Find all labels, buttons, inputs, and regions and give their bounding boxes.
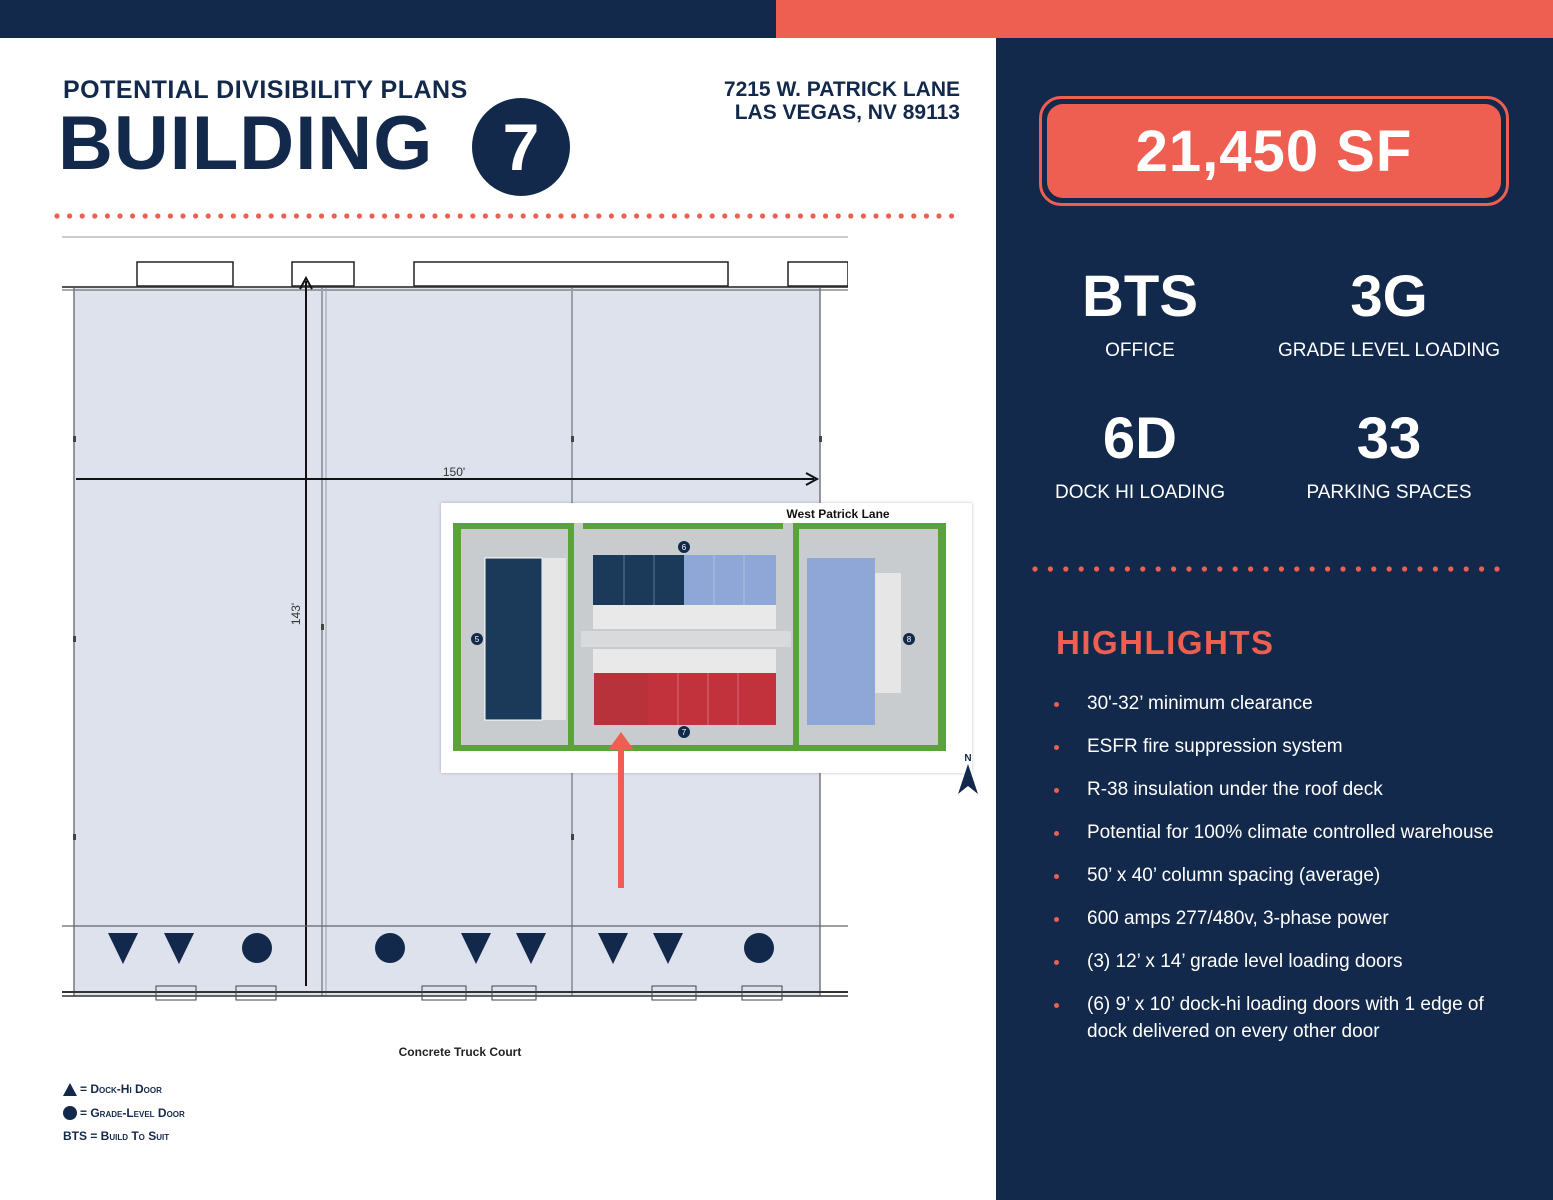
divider-dot <box>596 213 601 218</box>
divider-dot <box>143 213 148 218</box>
divider-dot <box>684 213 689 218</box>
divider-dot <box>193 213 198 218</box>
highlights-title: HIGHLIGHTS <box>1056 624 1275 661</box>
divider-dot <box>1479 566 1484 571</box>
divider-dot <box>533 213 538 218</box>
divider-dot <box>495 213 500 218</box>
divider-dot <box>1109 566 1114 571</box>
divider-dot <box>130 213 135 218</box>
site-street-label: West Patrick Lane <box>786 507 890 521</box>
divider-dot <box>609 213 614 218</box>
divider-dot <box>949 213 954 218</box>
divider-dot <box>697 213 702 218</box>
legend-bts <box>63 1129 169 1143</box>
divider-dot <box>1387 566 1392 571</box>
divider-dot <box>1125 566 1130 571</box>
divider-dot <box>735 213 740 218</box>
site-map <box>441 503 972 773</box>
divider-dot <box>1279 566 1284 571</box>
grade-level-door-icon <box>744 933 774 963</box>
site-building-label-7: 7 <box>681 728 687 737</box>
divider-dot <box>420 213 425 218</box>
divider-dot <box>281 213 286 218</box>
divider-dot <box>369 213 374 218</box>
divider-dot <box>105 213 110 218</box>
divider-dot <box>54 213 59 218</box>
divider-dot <box>117 213 122 218</box>
divider-dot <box>1186 566 1191 571</box>
divider-dot <box>1356 566 1361 571</box>
divider-dot <box>722 213 727 218</box>
site-building-label-6: 6 <box>681 543 687 552</box>
divider-dot <box>873 213 878 218</box>
divider-dot <box>911 213 916 218</box>
divider-dot <box>1063 566 1068 571</box>
north-arrow-icon <box>955 752 981 796</box>
divider-dot <box>899 213 904 218</box>
divider-dot <box>785 213 790 218</box>
divider-dot <box>546 213 551 218</box>
divider-dot <box>773 213 778 218</box>
divider-dot <box>445 213 450 218</box>
divider-dot <box>1433 566 1438 571</box>
divider-dot <box>558 213 563 218</box>
address-line-2: LAS VEGAS, NV 89113 <box>734 101 960 124</box>
divider-dot <box>1263 566 1268 571</box>
divider-dot <box>659 213 664 218</box>
north-label: N <box>964 753 972 764</box>
highlight-item: (3) 12’ x 14’ grade level loading doors <box>1052 948 1522 975</box>
legend-dock-hi-text: = Dock-Hi Door <box>80 1082 162 1096</box>
legend-grade-level <box>63 1106 185 1120</box>
stat-parking-value: 33 <box>1356 406 1422 471</box>
divider-dot <box>332 213 337 218</box>
divider-dot <box>155 213 160 218</box>
divider-dot <box>861 213 866 218</box>
stat-dock-hi-loading <box>1010 406 1270 504</box>
square-footage-badge <box>1039 96 1509 206</box>
stat-office-value: BTS <box>1082 264 1198 329</box>
divider-dot <box>924 213 929 218</box>
divider-dot <box>1310 566 1315 571</box>
square-footage-value: 21,450 SF <box>1047 104 1501 198</box>
divider-dot <box>382 213 387 218</box>
divider-dot <box>470 213 475 218</box>
divider-dot <box>584 213 589 218</box>
divider-dot <box>1494 566 1499 571</box>
divider-dot <box>508 213 513 218</box>
stat-grade-level-value: 3G <box>1350 264 1428 329</box>
building-number-badge: 7 <box>472 98 570 196</box>
divider-dot <box>243 213 248 218</box>
divider-dot <box>67 213 72 218</box>
stat-grade-level-loading <box>1259 264 1519 362</box>
highlight-item: 50’ x 40’ column spacing (average) <box>1052 862 1522 889</box>
address-line-1: 7215 W. PATRICK LANE <box>723 78 960 101</box>
grade-level-door-icon <box>63 1106 77 1120</box>
divider-dot <box>1156 566 1161 571</box>
divider-dot <box>1202 566 1207 571</box>
divider-dot <box>760 213 765 218</box>
divider-dot <box>1448 566 1453 571</box>
divider-dot <box>269 213 274 218</box>
divider-dot <box>1371 566 1376 571</box>
divider-dot <box>710 213 715 218</box>
divider-dot <box>1140 566 1145 571</box>
divider-dot <box>1048 566 1053 571</box>
divider-dot <box>886 213 891 218</box>
legend-dock-hi <box>63 1082 162 1096</box>
divider-dot <box>1464 566 1469 571</box>
divider-dot <box>432 213 437 218</box>
site-building-label-8: 8 <box>906 635 912 644</box>
divider-dot <box>407 213 412 218</box>
divider-dot <box>180 213 185 218</box>
divider-dot <box>1032 566 1037 571</box>
top-bar-navy <box>0 0 776 38</box>
divider-dot <box>798 213 803 218</box>
divider-dot <box>256 213 261 218</box>
highlight-item: 600 amps 277/480v, 3-phase power <box>1052 905 1522 932</box>
depth-dimension-label: 143' <box>289 602 303 626</box>
highlights-list <box>1052 690 1522 1061</box>
stat-grade-level-label: GRADE LEVEL LOADING <box>1277 340 1501 361</box>
divider-dot <box>294 213 299 218</box>
address <box>724 78 960 124</box>
divider-dot <box>1171 566 1176 571</box>
divider-dot <box>521 213 526 218</box>
stat-dock-hi-value: 6D <box>1102 406 1178 471</box>
divider-dot <box>1402 566 1407 571</box>
stat-dock-hi-label: DOCK HI LOADING <box>1055 482 1225 503</box>
site-pointer-arrow <box>606 730 636 890</box>
page-kicker: POTENTIAL DIVISIBILITY PLANS <box>63 76 468 104</box>
divider-dot <box>306 213 311 218</box>
divider-dot <box>319 213 324 218</box>
page-title: BUILDING <box>58 101 434 186</box>
highlight-item: (6) 9’ x 10’ dock-hi loading doors with 1 edge of dock delivered on every other door <box>1052 991 1522 1045</box>
divider-dot <box>747 213 752 218</box>
dock-hi-door-icon <box>63 1083 77 1096</box>
highlight-item: ESFR fire suppression system <box>1052 733 1522 760</box>
divider-dot <box>92 213 97 218</box>
divider-dot <box>1094 566 1099 571</box>
divider-dot <box>848 213 853 218</box>
divider-dot <box>483 213 488 218</box>
highlight-item: Potential for 100% climate controlled warehouse <box>1052 819 1522 846</box>
divider-dot <box>1325 566 1330 571</box>
divider-dot <box>1294 566 1299 571</box>
divider-dot <box>1079 566 1084 571</box>
divider-dot <box>1340 566 1345 571</box>
divider-dot <box>458 213 463 218</box>
divider-dot <box>231 213 236 218</box>
stat-parking-spaces <box>1259 406 1519 504</box>
grade-level-door-icon <box>375 933 405 963</box>
divider-dot <box>571 213 576 218</box>
divider-dot <box>823 213 828 218</box>
top-bar-coral <box>776 0 1553 38</box>
site-building-label-5: 5 <box>474 635 480 644</box>
divider-dot <box>810 213 815 218</box>
divider-dot <box>672 213 677 218</box>
divider-dot <box>80 213 85 218</box>
legend-grade-level-text: = Grade-Level Door <box>80 1106 185 1120</box>
divider-dot <box>357 213 362 218</box>
divider-dot <box>395 213 400 218</box>
divider-dot <box>206 213 211 218</box>
dotted-divider-left <box>54 212 960 220</box>
truck-court-label: Concrete Truck Court <box>398 1045 522 1059</box>
dotted-divider-right <box>1032 565 1510 573</box>
grade-level-door-icon <box>242 933 272 963</box>
divider-dot <box>634 213 639 218</box>
divider-dot <box>621 213 626 218</box>
highlight-item: 30'-32’ minimum clearance <box>1052 690 1522 717</box>
stat-office <box>1010 264 1270 362</box>
divider-dot <box>1233 566 1238 571</box>
width-dimension-label: 150' <box>442 465 466 479</box>
divider-dot <box>344 213 349 218</box>
divider-dot <box>836 213 841 218</box>
highlight-item: R-38 insulation under the roof deck <box>1052 776 1522 803</box>
divider-dot <box>1217 566 1222 571</box>
divider-dot <box>647 213 652 218</box>
stat-office-label: OFFICE <box>1105 340 1175 361</box>
divider-dot <box>936 213 941 218</box>
legend-bts-text: BTS = Build To Suit <box>63 1129 170 1143</box>
divider-dot <box>168 213 173 218</box>
divider-dot <box>1248 566 1253 571</box>
divider-dot <box>1417 566 1422 571</box>
stat-parking-label: PARKING SPACES <box>1306 482 1472 503</box>
divider-dot <box>218 213 223 218</box>
